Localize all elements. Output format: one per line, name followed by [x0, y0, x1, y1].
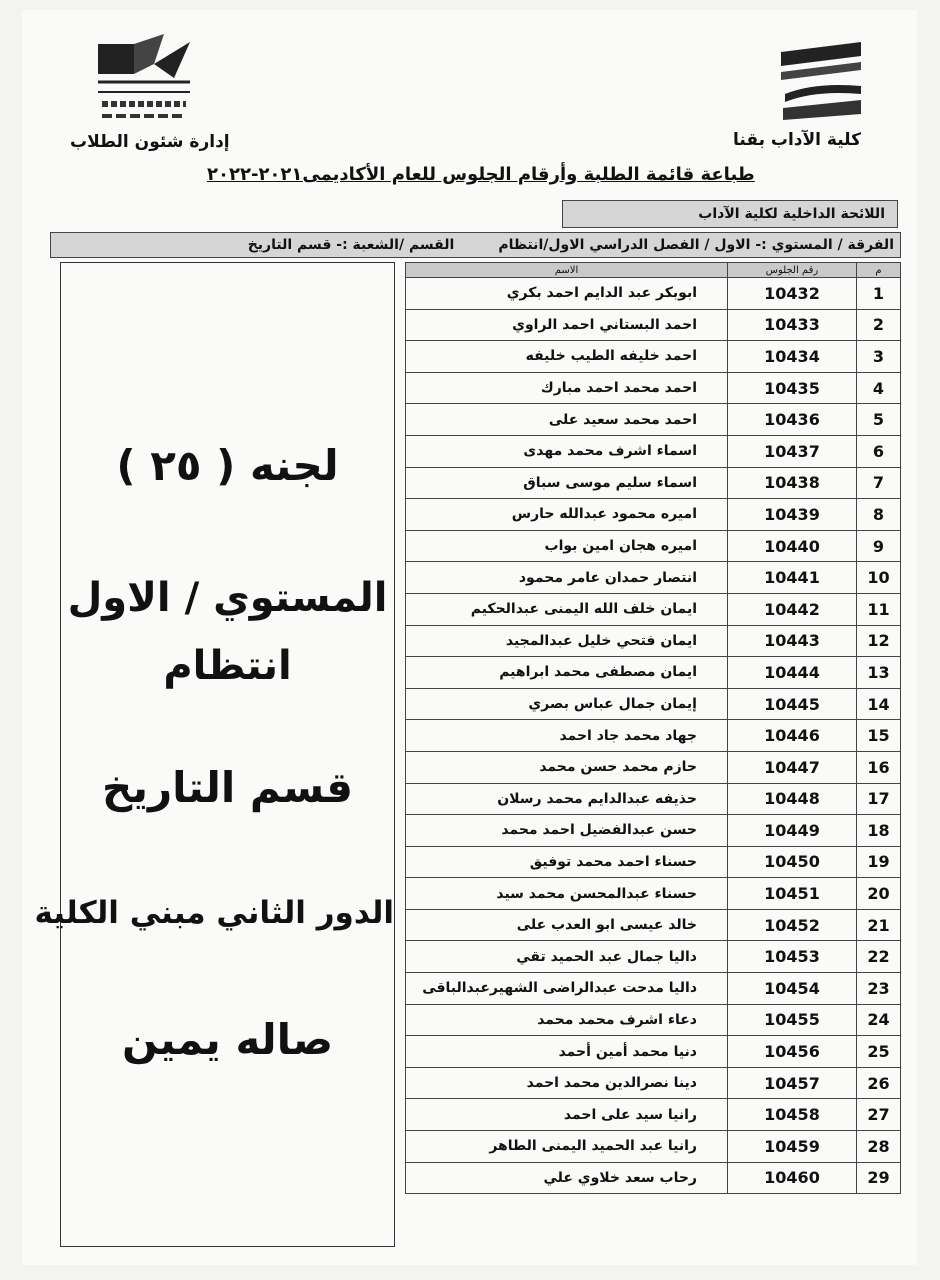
row-number: 29 [857, 1162, 901, 1194]
student-name: إيمان جمال عباس بصري [406, 688, 728, 720]
student-name: حسناء عبدالمحسن محمد سيد [406, 878, 728, 910]
table-row [406, 404, 901, 436]
table-body [406, 278, 901, 1194]
row-number: 23 [857, 973, 901, 1005]
table-row [406, 878, 901, 910]
document-title: طباعة قائمة الطلبة وأرقام الجلوس للعام الأكاديمى٢٠٢١-٢٠٢٢ [207, 164, 755, 185]
row-number: 5 [857, 404, 901, 436]
hall-line: صاله يمين [121, 1015, 334, 1064]
student-name: حذيفه عبدالدايم محمد رسلان [406, 783, 728, 815]
student-name: ابوبكر عبد الدايم احمد بكري [406, 278, 728, 310]
table-row [406, 846, 901, 878]
seat-number: 10440 [728, 530, 857, 562]
table-row [406, 1131, 901, 1163]
header-no: م [857, 263, 901, 278]
header-seat: رقم الجلوس [728, 263, 857, 278]
study-mode-line: انتظام [163, 643, 292, 689]
seat-number: 10458 [728, 1099, 857, 1131]
student-name: خالد عيسى ابو العدب على [406, 909, 728, 941]
table-row [406, 720, 901, 752]
row-number: 14 [857, 688, 901, 720]
college-name: كلية الآداب بقنا [733, 130, 861, 150]
seat-number: 10441 [728, 562, 857, 594]
department-label: القسم /الشعبة :- قسم التاريخ [247, 237, 455, 253]
seat-number: 10456 [728, 1036, 857, 1068]
table-row [406, 657, 901, 689]
table-row [406, 530, 901, 562]
regulation-bar [562, 200, 898, 228]
row-number: 25 [857, 1036, 901, 1068]
students-table [405, 262, 901, 1194]
seat-number: 10443 [728, 625, 857, 657]
seat-number: 10449 [728, 815, 857, 847]
student-name: دينا نصرالدين محمد احمد [406, 1067, 728, 1099]
level-department-bar [50, 232, 901, 258]
student-name: احمد محمد سعيد على [406, 404, 728, 436]
table-row [406, 372, 901, 404]
student-name: جهاد محمد جاد احمد [406, 720, 728, 752]
table-row [406, 783, 901, 815]
student-name: اسماء سليم موسى سباق [406, 467, 728, 499]
regulation-label: اللائحة الداخلية لكلية الآداب [698, 206, 885, 222]
seat-number: 10434 [728, 341, 857, 373]
student-name: رحاب سعد خلاوي علي [406, 1162, 728, 1194]
table-row [406, 562, 901, 594]
student-name: داليا جمال عبد الحميد تقي [406, 941, 728, 973]
row-number: 1 [857, 278, 901, 310]
seat-number: 10457 [728, 1067, 857, 1099]
row-number: 20 [857, 878, 901, 910]
student-name: اميره هجان امين بواب [406, 530, 728, 562]
student-name: رانيا عبد الحميد اليمنى الطاهر [406, 1131, 728, 1163]
student-name: احمد محمد احمد مبارك [406, 372, 728, 404]
row-number: 27 [857, 1099, 901, 1131]
row-number: 3 [857, 341, 901, 373]
seat-number: 10442 [728, 593, 857, 625]
table-row [406, 309, 901, 341]
row-number: 22 [857, 941, 901, 973]
row-number: 8 [857, 499, 901, 531]
seat-number: 10435 [728, 372, 857, 404]
department-name: إدارة شئون الطلاب [70, 132, 230, 152]
seat-number: 10454 [728, 973, 857, 1005]
row-number: 2 [857, 309, 901, 341]
student-name: حسناء احمد محمد توفيق [406, 846, 728, 878]
table-row [406, 909, 901, 941]
table-row [406, 688, 901, 720]
table-row [406, 278, 901, 310]
student-name: انتصار حمدان عامر محمود [406, 562, 728, 594]
table-row [406, 1004, 901, 1036]
seat-number: 10448 [728, 783, 857, 815]
row-number: 19 [857, 846, 901, 878]
seat-number: 10438 [728, 467, 857, 499]
student-name: رانيا سيد على احمد [406, 1099, 728, 1131]
row-number: 6 [857, 435, 901, 467]
seat-number: 10439 [728, 499, 857, 531]
table-row [406, 1036, 901, 1068]
student-name: احمد البستاني احمد الراوي [406, 309, 728, 341]
level-label: الفرقة / المستوي :- الاول / الفصل الدراسي الاول/انتظام [498, 237, 894, 253]
student-name: حسن عبدالفضيل احمد محمد [406, 815, 728, 847]
row-number: 28 [857, 1131, 901, 1163]
table-row [406, 751, 901, 783]
student-name: اسماء اشرف محمد مهدى [406, 435, 728, 467]
row-number: 12 [857, 625, 901, 657]
table-header-row [406, 263, 901, 278]
location-line: الدور الثاني مبني الكلية [34, 895, 394, 931]
table-row [406, 1162, 901, 1194]
college-logo-icon [775, 34, 867, 126]
level-line: المستوي / الاول [67, 575, 388, 621]
seat-number: 10460 [728, 1162, 857, 1194]
table-row [406, 815, 901, 847]
seat-number: 10433 [728, 309, 857, 341]
table-row [406, 435, 901, 467]
seat-number: 10459 [728, 1131, 857, 1163]
row-number: 16 [857, 751, 901, 783]
row-number: 9 [857, 530, 901, 562]
student-name: اميره محمود عبدالله حارس [406, 499, 728, 531]
seat-number: 10451 [728, 878, 857, 910]
seat-number: 10436 [728, 404, 857, 436]
table-row [406, 973, 901, 1005]
seat-number: 10453 [728, 941, 857, 973]
committee-info-box [34, 262, 395, 1247]
table-row [406, 1067, 901, 1099]
table-row [406, 941, 901, 973]
student-name: ايمان مصطفى محمد ابراهيم [406, 657, 728, 689]
row-number: 21 [857, 909, 901, 941]
row-number: 17 [857, 783, 901, 815]
seat-number: 10450 [728, 846, 857, 878]
student-name: احمد خليفه الطيب خليفه [406, 341, 728, 373]
table-row [406, 593, 901, 625]
department-heading: قسم التاريخ [101, 763, 354, 812]
table-row [406, 341, 901, 373]
seat-number: 10437 [728, 435, 857, 467]
student-name: ايمان خلف الله اليمنى عبدالحكيم [406, 593, 728, 625]
student-name: حازم محمد حسن محمد [406, 751, 728, 783]
seat-number: 10452 [728, 909, 857, 941]
student-name: داليا مدحت عبدالراضى الشهيرعبدالباقى [406, 973, 728, 1005]
seat-number: 10455 [728, 1004, 857, 1036]
table-row [406, 499, 901, 531]
seat-number: 10446 [728, 720, 857, 752]
seat-number: 10447 [728, 751, 857, 783]
student-name: دنيا محمد أمين أحمد [406, 1036, 728, 1068]
row-number: 18 [857, 815, 901, 847]
table-row [406, 467, 901, 499]
table-row [406, 625, 901, 657]
row-number: 15 [857, 720, 901, 752]
row-number: 13 [857, 657, 901, 689]
seat-number: 10432 [728, 278, 857, 310]
student-name: ايمان فتحي خليل عبدالمجيد [406, 625, 728, 657]
row-number: 24 [857, 1004, 901, 1036]
table-row [406, 1099, 901, 1131]
header-name: الاسم [406, 263, 728, 278]
row-number: 26 [857, 1067, 901, 1099]
student-affairs-logo-icon [94, 34, 194, 124]
document-page [22, 10, 917, 1265]
row-number: 10 [857, 562, 901, 594]
student-name: دعاء اشرف محمد محمد [406, 1004, 728, 1036]
row-number: 7 [857, 467, 901, 499]
row-number: 11 [857, 593, 901, 625]
seat-number: 10444 [728, 657, 857, 689]
row-number: 4 [857, 372, 901, 404]
committee-number: لجنه ( ٢٥ ) [116, 441, 339, 490]
seat-number: 10445 [728, 688, 857, 720]
